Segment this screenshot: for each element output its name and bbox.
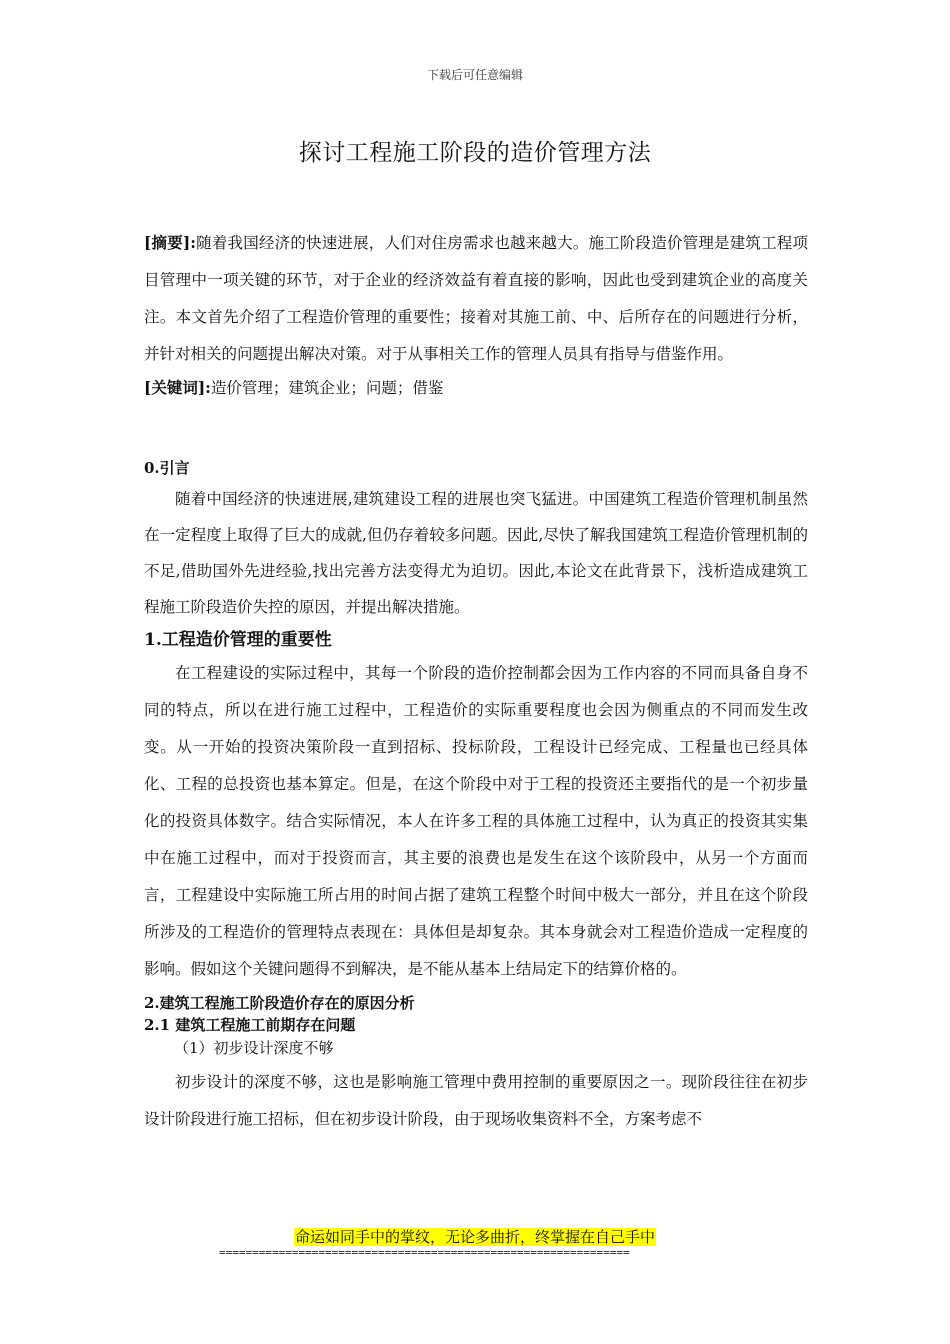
abstract-text: 随着我国经济的快速进展，人们对住房需求也越来越大。施工阶段造价管理是建筑工程项目管理中一项关键的环节，对于企业的经济效益有着直接的影响，因此也受到建筑企业的高度关注。本文首先介绍了工程造价管理的重要性；接着对其施工前、中、后所存在的问题进行分析，并针对相关的问题提出解决对策。对于从事相关工作的管理人员具有指导与借鉴作用。: [144, 234, 808, 363]
keywords-label: [关键词]:: [144, 378, 211, 397]
intro-heading: 0.引言: [144, 459, 190, 477]
keywords-text: 造价管理；建筑企业；问题；借鉴: [210, 379, 444, 397]
intro-paragraph: 随着中国经济的快速进展,建筑建设工程的进展也突飞猛进。中国建筑工程造价管理机制虽然在一定程度上取得了巨大的成就,但仍存着较多问题。因此,尽快了解我国建筑工程造价管理机制的不足,借助国外先进经验,找出完善方法变得尤为迫切。因此,本论文在此背景下，浅析造成建筑工程施工阶段造价失控的原因，并提出解决措施。: [144, 490, 808, 616]
section-1-paragraph: 在工程建设的实际过程中，其每一个阶段的造价控制都会因为工作内容的不同而具备自身不同的特点，所以在进行施工过程中，工程造价的实际重要程度也会因为侧重点的不同而发生改变。从一开始的投资决策阶段一直到招标、投标阶段，工程设计已经完成、工程量也已经具体化、工程的总投资也基本算定。但是，在这个阶段中对于工程的投资还主要指代的是一个初步量化的投资具体数字。结合实际情况，本人在许多工程的具体施工过程中，认为真正的投资其实集中在施工过程中，而对于投资而言，其主要的浪费也是发生在这个该阶段中，从另一个方面而言，工程建设中实际施工所占用的时间占据了建筑工程整个时间中极大一部分，并且在这个阶段所涉及的工程造价的管理特点表现在：具体但是却复杂。其本身就会对工程造价造成一定程度的影响。假如这个关键问题得不到解决，是不能从基本上结局定下的结算价格的。: [144, 664, 808, 978]
page-header: 下载后可任意编辑: [426, 68, 523, 82]
document-body: [144, 224, 808, 1138]
section-2-1-paragraph: 初步设计的深度不够，这也是影响施工管理中费用控制的重要原因之一。现阶段往往在初步设计阶段进行施工招标，但在初步设计阶段，由于现场收集资料不全，方案考虑不: [144, 1073, 808, 1128]
document-title: 探讨工程施工阶段的造价管理方法: [298, 140, 652, 166]
section-2-1-heading: 2.1 建筑工程施工前期存在问题: [144, 1016, 356, 1034]
section-2-heading: 2.建筑工程施工阶段造价存在的原因分析: [144, 994, 415, 1012]
abstract-paragraph: [144, 224, 808, 373]
abstract-label: [摘要]:: [144, 233, 196, 252]
footer-divider: ==============================================================: [219, 1246, 630, 1259]
section-2-1-subitem: （1）初步设计深度不够: [174, 1039, 334, 1057]
footer-motto-text: 命运如同手中的掌纹，无论多曲折，终掌握在自己手中: [294, 1228, 655, 1246]
footer-motto: [0, 1226, 950, 1247]
keywords-paragraph: [144, 373, 808, 403]
section-1-heading: 1.工程造价管理的重要性: [144, 630, 332, 650]
